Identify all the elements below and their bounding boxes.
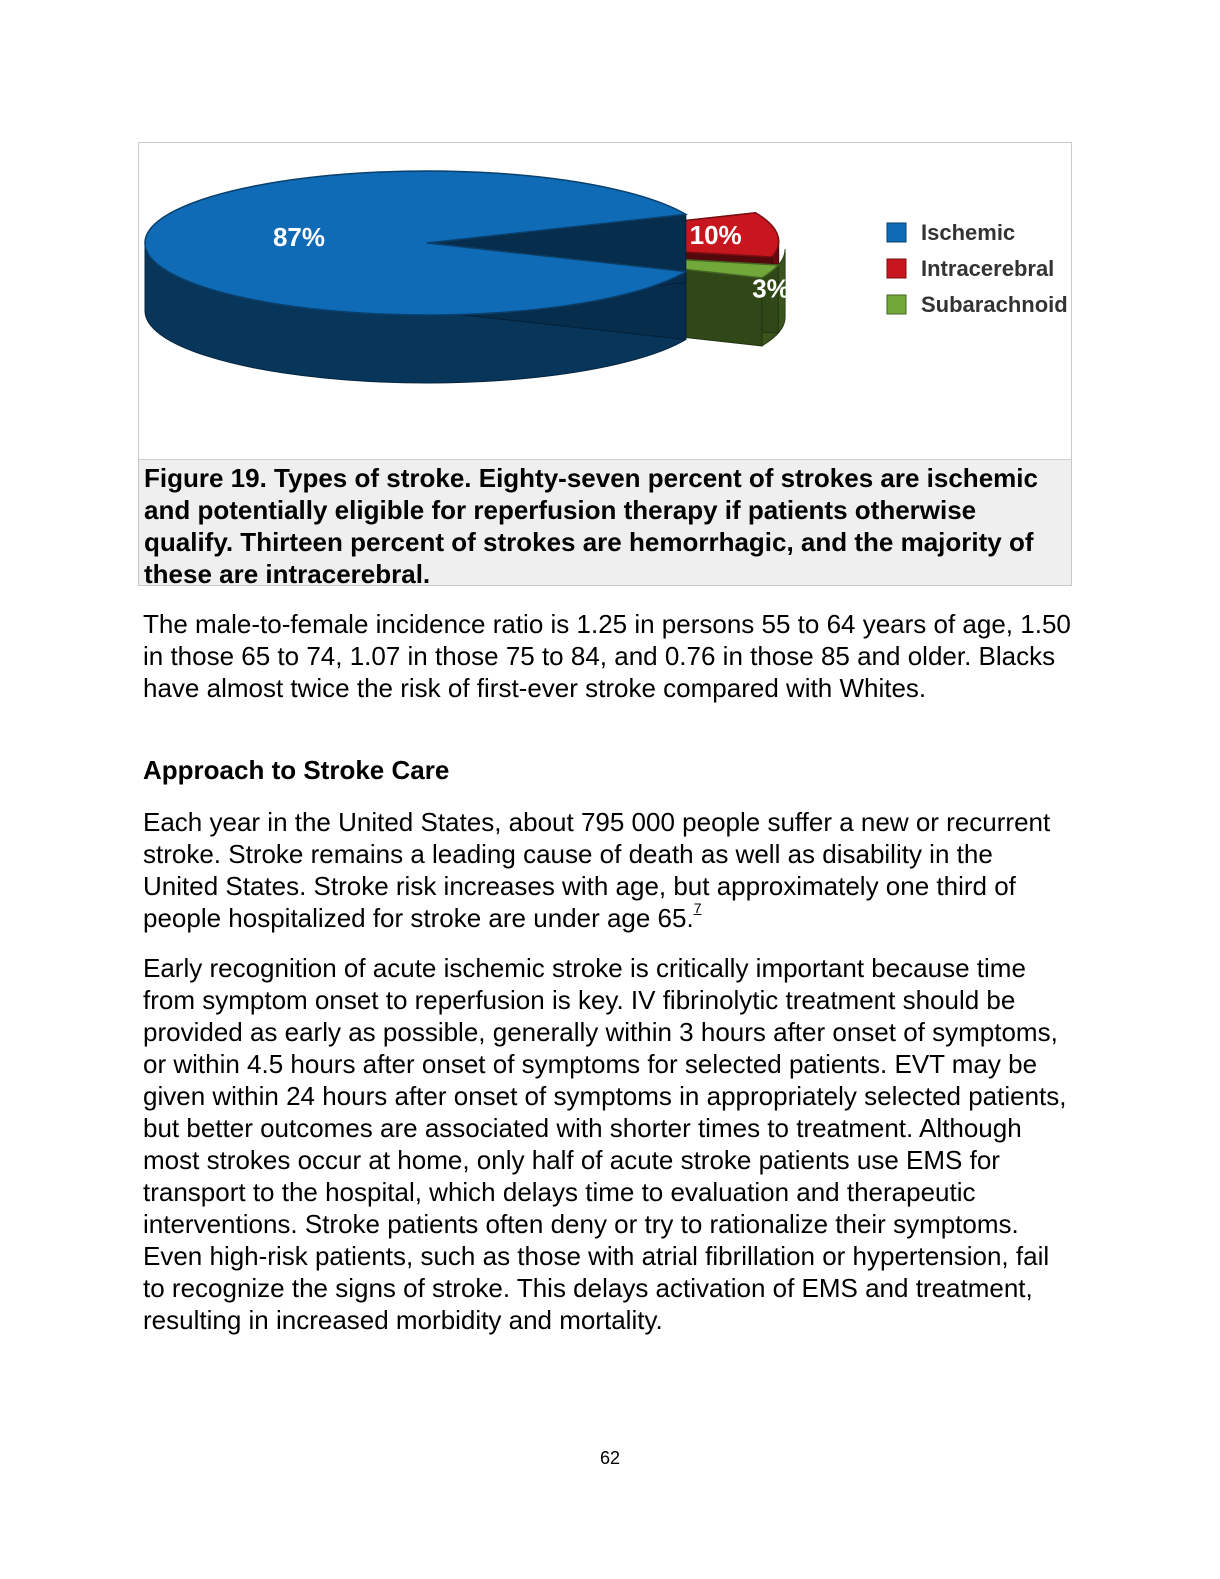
section-heading: Approach to Stroke Care: [143, 755, 450, 785]
legend-swatch-ischemic: [887, 223, 906, 242]
figure-caption: Figure 19. Types of stroke. Eighty-seven percent of strokes are ischemic and potentially eligible for reperfusion therapy if patients otherwise qualify. Thirteen percent of strokes are hemorrhagic, and the majority of these are intracerebral.: [139, 459, 1071, 585]
legend-label-subarachnoid: Subarachnoid: [921, 292, 1068, 317]
page-number: 62: [599, 1448, 621, 1468]
legend-label-intracerebral: Intracerebral: [921, 256, 1055, 281]
pie-label-subarachnoid: 3%: [752, 273, 790, 304]
legend-swatch-subarachnoid: [887, 295, 906, 314]
figure: [138, 142, 1072, 589]
pie-label-intracerebral: 10%: [689, 220, 742, 251]
legend-label-ischemic: Ischemic: [921, 220, 1016, 245]
paragraph-approach-text: Each year in the United States, about 795 000 people suffer a new or recurrent stroke. Stroke remains a leading cause of death as well as disability in the United States. Stroke risk increases with age, but approximately one third of people hospitalized for stroke are under age 65.: [143, 807, 1051, 933]
paragraph-incidence-ratio: The male-to-female incidence ratio is 1.25 in persons 55 to 64 years of age, 1.50 in those 65 to 74, 1.07 in those 75 to 84, and 0.76 in those 85 and older. Blacks have almost twice the risk of first-ever stroke compared with Whites.: [143, 609, 1071, 703]
paragraph-early-recognition: Early recognition of acute ischemic stroke is critically important because time from symptom onset to reperfusion is key. IV fibrinolytic treatment should be provided as early as possible, generally within 3 hours after onset of symptoms, or within 4.5 hours after onset of symptoms for selected patients. EVT may be given within 24 hours after onset of symptoms in appropriately selected patients, but better outcomes are associated with shorter times to treatment. Although most strokes occur at home, only half of acute stroke patients use EMS for transport to the hospital, which delays time to evaluation and therapeutic interventions. Stroke patients often deny or try to rationalize their symptoms. Even high-risk patients, such as those with atrial fibrillation or hypertension, fail to recognize the signs of stroke. This delays activation of EMS and treatment, resulting in increased morbidity and mortality.: [143, 953, 1067, 1335]
paragraph-approach: [143, 806, 1073, 934]
pie-chart: [139, 143, 1071, 459]
reference-link[interactable]: 7: [693, 900, 702, 916]
pie-chart-svg: [139, 143, 1071, 459]
pie-label-ischemic: 87%: [272, 222, 326, 252]
legend-swatch-intracerebral: [887, 259, 906, 278]
